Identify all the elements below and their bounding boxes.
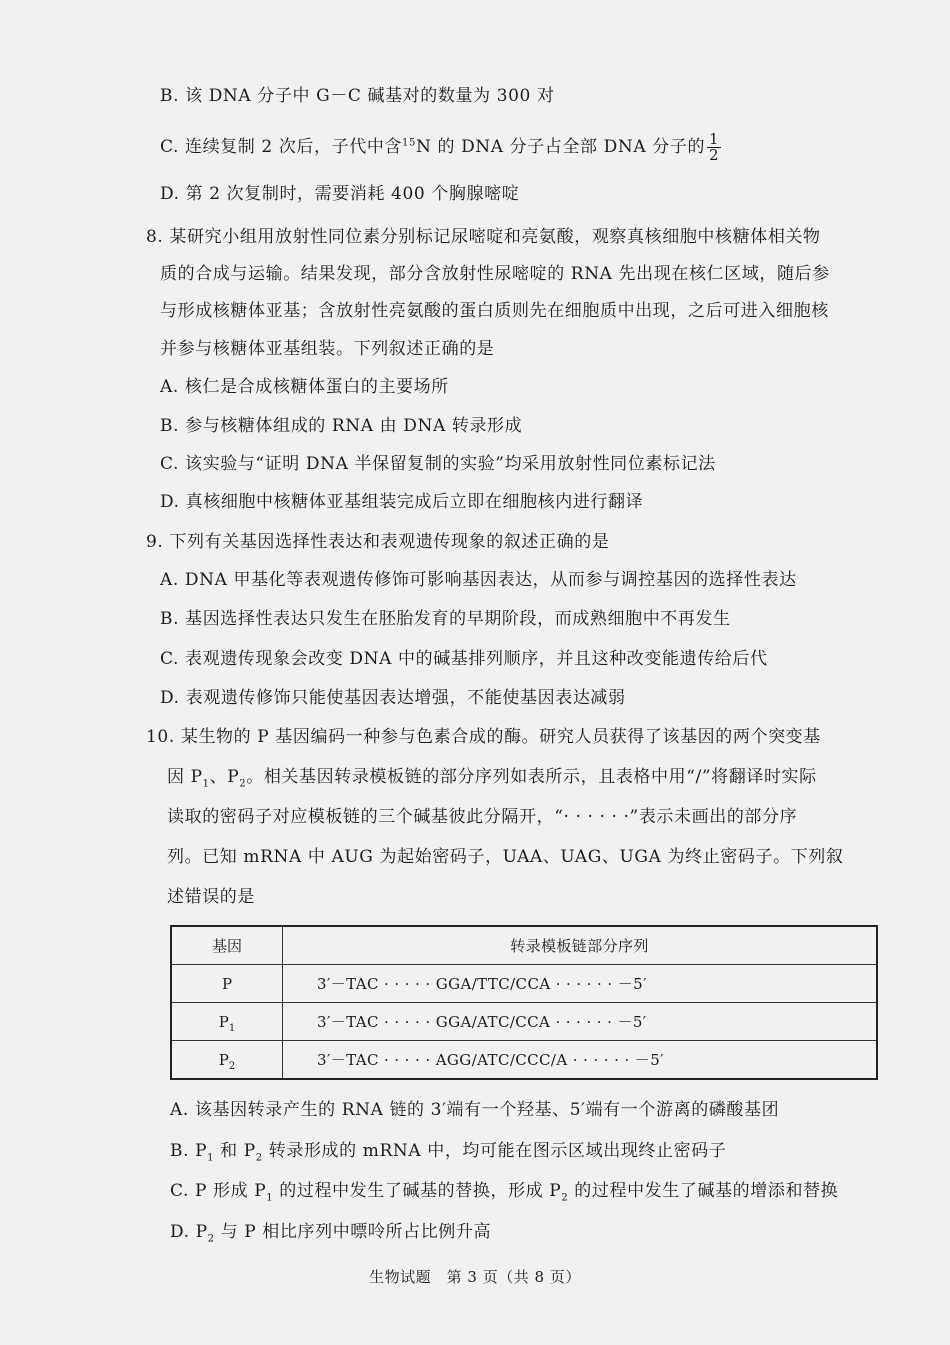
q7-option-c-text2: N 的 DNA 分子占全部 DNA 分子的: [415, 137, 706, 157]
q10-option-b-text: 和 P: [214, 1141, 256, 1161]
q10-option-d: [170, 1220, 491, 1244]
q10-stem-line-1: 10. 某生物的 P 基因编码一种参与色素合成的酶。研究人员获得了该基因的两个突变基: [146, 727, 821, 747]
q8-option-b: B. 参与核糖体组成的 RNA 由 DNA 转录形成: [160, 416, 523, 436]
q8-stem-line-4: 并参与核糖体亚基组装。下列叙述正确的是: [160, 339, 495, 359]
gene-subscript: 1: [228, 1022, 236, 1034]
table-header-sequence: 转录模板链部分序列: [283, 926, 878, 965]
table-header-row: [171, 926, 877, 965]
q10-stem-line-5: 述错误的是: [167, 887, 255, 907]
gene-cell: [171, 1041, 283, 1080]
subscript: 2: [561, 1192, 569, 1204]
q10-option-c-text: 的过程中发生了碱基的替换，形成 P: [273, 1181, 562, 1201]
q10-stem-text: 。相关基因转录模板链的部分序列如表所示，且表格中用“/”将翻译时实际: [246, 767, 817, 787]
q10-option-b: [170, 1139, 726, 1163]
gene-name: P: [218, 1012, 229, 1031]
q7-option-b: B. 该 DNA 分子中 G－C 碱基对的数量为 300 对: [160, 86, 555, 106]
q10-stem-text: 、P: [209, 767, 240, 787]
q10-stem-line-4: 列。已知 mRNA 中 AUG 为起始密码子，UAA、UAG、UGA 为终止密码子。下列叙: [167, 847, 844, 867]
q9-option-a: A. DNA 甲基化等表观遗传修饰可影响基因表达，从而参与调控基因的选择性表达: [160, 570, 797, 590]
sequence-cell: 3′－TAC · · · · · AGG/ATC/CCC/A · · · · · · －5′: [283, 1041, 878, 1080]
gene-cell: [171, 1003, 283, 1041]
q10-option-c-text: C. P 形成 P: [170, 1181, 267, 1201]
table-header-gene: 基因: [171, 926, 283, 965]
fraction-denominator: 2: [709, 146, 720, 164]
sequence-cell: 3′－TAC · · · · · GGA/ATC/CCA · · · · · · －5′: [283, 1003, 878, 1041]
table-row: [171, 1041, 877, 1080]
table-row: [171, 1003, 877, 1041]
fraction-numerator: 1: [709, 130, 720, 148]
q10-option-b-text: B. P: [170, 1141, 208, 1161]
q9-option-d: D. 表观遗传修饰只能使基因表达增强，不能使基因表达减弱: [160, 688, 626, 708]
page-footer: 生物试题 第 3 页（共 8 页）: [369, 1268, 581, 1286]
isotope-superscript: 15: [402, 137, 416, 149]
subscript: 2: [207, 1233, 215, 1245]
q9-option-b: B. 基因选择性表达只发生在胚胎发育的早期阶段，而成熟细胞中不再发生: [160, 609, 731, 629]
gene-cell: [171, 965, 283, 1003]
gene-subscript: 2: [228, 1060, 236, 1072]
q10-option-c-text: 的过程中发生了碱基的增添和替换: [568, 1181, 839, 1201]
q10-option-b-text: 转录形成的 mRNA 中，均可能在图示区域出现终止密码子: [262, 1141, 727, 1161]
q10-option-d-text: 与 P 相比序列中嘌呤所占比例升高: [214, 1222, 492, 1242]
q8-option-d: D. 真核细胞中核糖体亚基组装完成后立即在细胞核内进行翻译: [160, 492, 644, 512]
sequence-cell: 3′－TAC · · · · · GGA/TTC/CCA · · · · · · －5′: [283, 965, 878, 1003]
subscript: 1: [202, 778, 210, 790]
q10-option-a: A. 该基因转录产生的 RNA 链的 3′端有一个羟基、5′端有一个游离的磷酸基团: [170, 1100, 780, 1120]
q10-option-d-text: D. P: [170, 1222, 208, 1242]
subscript: 2: [239, 778, 247, 790]
fraction: [707, 132, 721, 163]
q10-stem-line-3: 读取的密码子对应模板链的三个碱基彼此分隔开，“· · · · · ·”表示未画出的部分序: [167, 807, 798, 827]
q8-stem-line-2: 质的合成与运输。结果发现，部分含放射性尿嘧啶的 RNA 先出现在核仁区域，随后参: [160, 264, 830, 284]
gene-name: P: [218, 1050, 229, 1069]
q9-stem: 9. 下列有关基因选择性表达和表观遗传现象的叙述正确的是: [146, 532, 610, 552]
q8-stem-line-3: 与形成核糖体亚基；含放射性亮氨酸的蛋白质则先在细胞质中出现，之后可进入细胞核: [160, 301, 829, 321]
sequence-table: [170, 925, 878, 1080]
q8-stem-line-1: 8. 某研究小组用放射性同位素分别标记尿嘧啶和亮氨酸，观察真核细胞中核糖体相关物: [146, 227, 821, 247]
q7-option-d: D. 第 2 次复制时，需要消耗 400 个胸腺嘧啶: [160, 184, 520, 204]
q8-option-a: A. 核仁是合成核糖体蛋白的主要场所: [160, 377, 449, 397]
table-row: [171, 965, 877, 1003]
q10-option-c: [170, 1179, 838, 1203]
q8-option-c: C. 该实验与“证明 DNA 半保留复制的实验”均采用放射性同位素标记法: [160, 454, 716, 474]
q7-option-c-text: C. 连续复制 2 次后，子代中含: [160, 137, 403, 157]
gene-name: P: [221, 974, 233, 993]
q10-stem-line-2: [167, 765, 817, 789]
q10-stem-text: 因 P: [167, 767, 203, 787]
subscript: 1: [266, 1192, 274, 1204]
q9-option-c: C. 表观遗传现象会改变 DNA 中的碱基排列顺序，并且这种改变能遗传给后代: [160, 649, 768, 669]
q7-option-c: [160, 132, 721, 163]
subscript: 1: [207, 1152, 215, 1164]
subscript: 2: [255, 1152, 263, 1164]
